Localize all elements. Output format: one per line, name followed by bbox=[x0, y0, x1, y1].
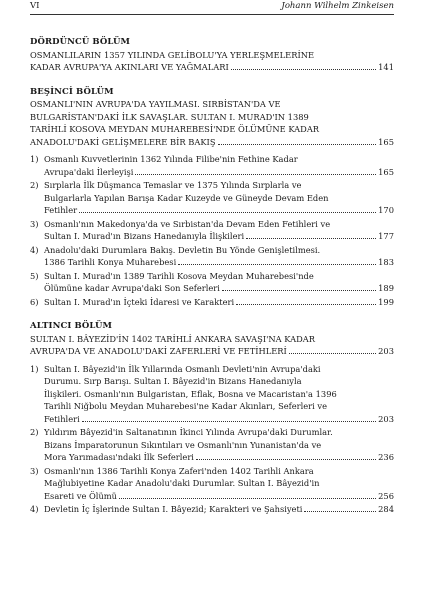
dot-leader bbox=[82, 421, 376, 422]
entry-leader bbox=[44, 256, 394, 269]
entry-number: 5) bbox=[30, 270, 39, 281]
entry-line: Osmanlı'nın 1386 Tarihli Konya Zaferi'nden 1402 Tarihli Ankara bbox=[44, 465, 314, 476]
dot-leader bbox=[246, 238, 376, 239]
section-title-line: SULTAN I. BÂYEZİD'İN 1402 TARİHLİ ANKARA SAVAŞI'NA KADAR bbox=[30, 333, 316, 344]
toc-section-5 bbox=[30, 86, 394, 309]
section-heading: ALTINCI BÖLÜM bbox=[30, 321, 113, 331]
section-title-line: TARİHLİ KOSOVA MEYDAN MUHAREBESİ'NDE ÖLÜMÜNE KADAR bbox=[30, 124, 320, 134]
toc-entry bbox=[30, 465, 394, 503]
section-title-leader bbox=[30, 136, 394, 149]
entry-leader bbox=[44, 282, 394, 295]
page-ref: 170 bbox=[378, 205, 394, 215]
toc-entry bbox=[30, 244, 394, 269]
entry-number: 3) bbox=[30, 218, 39, 229]
entry-leader bbox=[44, 503, 394, 516]
toc-entry bbox=[30, 426, 394, 464]
page-ref: 165 bbox=[378, 136, 394, 147]
dot-leader bbox=[119, 498, 376, 499]
dot-leader bbox=[304, 511, 376, 512]
entry-line: Sultan I. Bâyezid'in İlk Yıllarında Osmanlı Devleti'nin Avrupa'daki bbox=[44, 363, 321, 374]
dot-leader bbox=[218, 144, 377, 145]
entry-number: 4) bbox=[30, 244, 39, 255]
page-ref: 177 bbox=[378, 231, 394, 241]
entry-line: Ölümüne kadar Avrupa'daki Son Seferleri bbox=[44, 283, 220, 293]
section-title-line: OSMANLI'NIN AVRUPA'DA YAYILMASI. SIRBİSTAN'DA VE bbox=[30, 99, 281, 109]
section-title-line: BULGARİSTAN'DAKİ İLK SAVAŞLAR. SULTAN I. MURAD'IN 1389 bbox=[30, 111, 309, 122]
entry-number: 4) bbox=[30, 504, 39, 514]
section-heading: BEŞİNCİ BÖLÜM bbox=[30, 86, 114, 97]
entry-number: 1) bbox=[30, 363, 39, 374]
toc-entry bbox=[30, 179, 394, 217]
section-title-leader bbox=[30, 345, 394, 358]
section-title-leader bbox=[30, 61, 394, 74]
section-title-line: KADAR AVRUPA'YA AKINLARI VE YAĞMALARI bbox=[30, 62, 229, 72]
toc-entry bbox=[30, 503, 394, 516]
entry-line: Osmanlı'nın Makedonya'da ve Sırbistan'da Devam Eden Fetihleri ve bbox=[44, 218, 331, 229]
entry-leader bbox=[44, 413, 394, 426]
page-ref: 199 bbox=[378, 296, 394, 307]
header-rule bbox=[30, 14, 394, 15]
page-ref: 141 bbox=[378, 62, 394, 72]
entry-leader bbox=[44, 490, 394, 503]
entry-line: Osmanlı Kuvvetlerinin 1362 Yılında Filibe'nin Fethine Kadar bbox=[44, 154, 298, 164]
entry-line: İlişkileri. Osmanlı'nın Bulgaristan, Eflak, Bosna ve Macaristan'a 1396 bbox=[44, 388, 337, 399]
toc-entry bbox=[30, 296, 394, 309]
section-title-line: ANADOLU'DAKİ GELİŞMELERE BİR BAKIŞ bbox=[30, 136, 216, 147]
entry-line: Tarihli Niğbolu Meydan Muharebesi'ne Kadar Akınları, Seferleri ve bbox=[44, 401, 328, 411]
page-ref: 189 bbox=[378, 283, 394, 293]
dot-leader bbox=[236, 304, 376, 305]
entry-number: 6) bbox=[30, 296, 39, 307]
entry-line: Sultan I. Murad'ın 1389 Tarihli Kosova Meydan Muharebesi'nde bbox=[44, 270, 314, 281]
toc-entry bbox=[30, 363, 394, 426]
entry-number: 1) bbox=[30, 154, 39, 164]
dot-leader bbox=[135, 174, 376, 175]
entry-line: Avrupa'daki İlerleyişi bbox=[44, 166, 134, 177]
entry-line: Mağlubiyetine Kadar Anadolu'daki Durumlar. Sultan I. Bâyezid'in bbox=[44, 478, 320, 488]
entry-leader bbox=[44, 166, 394, 179]
page-ref: 203 bbox=[378, 346, 394, 356]
entry-line: Esareti ve Ölümü bbox=[44, 490, 118, 501]
section-title-line: OSMANLILARIN 1357 YILINDA GELİBOLU'YA YERLEŞMELERİNE bbox=[30, 49, 315, 60]
dot-leader bbox=[289, 353, 376, 354]
entry-line: 1386 Tarihli Konya Muharebesi bbox=[44, 257, 177, 267]
dot-leader bbox=[178, 264, 376, 265]
entry-number: 2) bbox=[30, 427, 39, 437]
dot-leader bbox=[79, 212, 376, 213]
entry-line: Sultan I. Murad'ın Bizans Hanedanıyla İlişkileri bbox=[44, 231, 245, 241]
dot-leader bbox=[222, 290, 376, 291]
entry-line: Bulgarlarla Yapılan Barışa Kadar Kuzeyde ve Güneyde Devam Eden bbox=[44, 192, 329, 203]
table-of-contents bbox=[30, 36, 394, 528]
entry-line: Yıldırım Bâyezid'in Saltanatının İkinci Yılında Avrupa'daki Durumlar. bbox=[44, 427, 333, 437]
entry-line: Bizans İmparatorunun Sıkıntıları ve Osmanlı'nın Yunanistan'da ve bbox=[44, 439, 322, 450]
toc-entry bbox=[30, 270, 394, 295]
section-heading: DÖRDÜNCÜ BÖLÜM bbox=[30, 37, 131, 47]
toc-entry bbox=[30, 153, 394, 178]
entry-number: 3) bbox=[30, 465, 39, 476]
entry-line: Fetihler bbox=[44, 205, 78, 215]
toc-entry bbox=[30, 218, 394, 243]
entry-line: Sırplarla İlk Düşmanca Temaslar ve 1375 Yılında Sırplarla ve bbox=[44, 180, 302, 190]
entry-number: 2) bbox=[30, 180, 39, 190]
page-ref: 203 bbox=[378, 413, 394, 424]
entry-leader bbox=[44, 451, 394, 464]
entry-line: Devletin İç İşlerinde Sultan I. Bâyezid; Karakteri ve Şahsiyeti bbox=[44, 504, 303, 514]
dot-leader bbox=[196, 459, 376, 460]
entry-leader bbox=[44, 230, 394, 243]
toc-section-4 bbox=[30, 36, 394, 74]
toc-section-6 bbox=[30, 320, 394, 516]
entry-leader bbox=[44, 204, 394, 217]
page-ref: 183 bbox=[378, 257, 394, 267]
entry-line: Durumu. Sırp Barışı. Sultan I. Bâyezid'in Bizans Hanedanıyla bbox=[44, 376, 302, 386]
page-ref: 165 bbox=[378, 166, 394, 177]
running-head-author: Johann Wilhelm Zinkeisen bbox=[281, 1, 394, 11]
entry-line: Anadolu'daki Durumlara Bakış. Devletin Bu Yönde Genişletilmesi. bbox=[44, 244, 321, 255]
page-ref: 284 bbox=[378, 504, 394, 514]
entry-line: Mora Yarımadası'ndaki İlk Seferleri bbox=[44, 452, 194, 462]
section-title-line: AVRUPA'DA VE ANADOLU'DAKİ ZAFERLERİ VE FETİHLERİ bbox=[30, 346, 287, 356]
dot-leader bbox=[231, 69, 376, 70]
page-number: VI bbox=[30, 1, 40, 11]
page-ref: 256 bbox=[378, 490, 394, 501]
page-ref: 236 bbox=[378, 452, 394, 462]
entry-line: Fetihleri bbox=[44, 413, 80, 424]
entry-line: Sultan I. Murad'ın İçteki İdaresi ve Karakteri bbox=[44, 296, 235, 307]
running-head bbox=[30, 0, 394, 14]
entry-leader bbox=[44, 296, 394, 309]
